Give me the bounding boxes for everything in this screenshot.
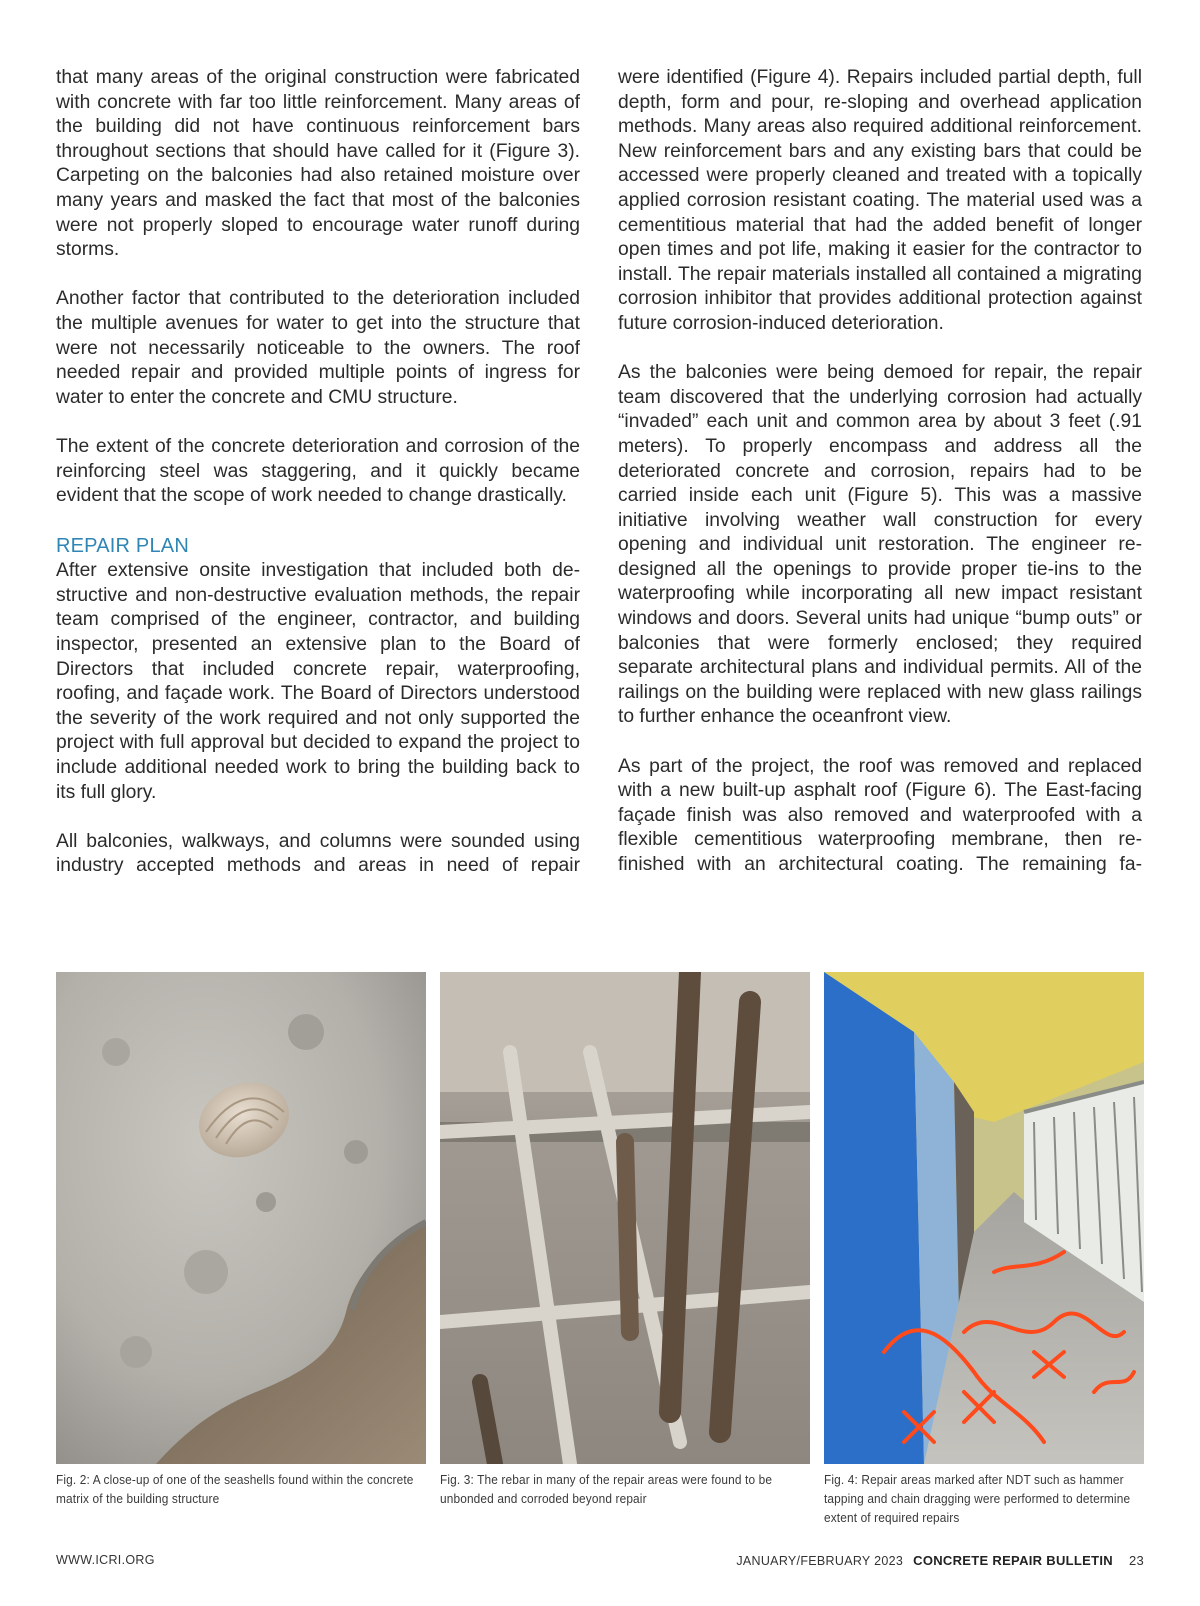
marked-walkway-image (824, 972, 1144, 1464)
body-paragraph: As part of the project, the roof was removed and replaced with a new built-up asphalt roof (Figure 6). The East-facing façade finish was also removed and waterproofed with a flexible cementitious waterproofing membrane, then refinished with an architectural coating. The remaining fa- (618, 755, 1142, 875)
corroded-rebar-image (440, 972, 810, 1464)
body-paragraph: After extensive onsite investigation that included both destructive and non-destructive evaluation methods, the repair team comprised of the engineer, contractor, and building inspector, presented an extensive plan to the Board of Directors that included concrete repair, waterproofing, roofing, and façade work. The Board of Directors understood the severity of the work required and not only supported the project with full approval but decided to expand the project to include additional needed work to bring the building back to its full glory. (56, 560, 580, 803)
footer-issue-date: JANUARY/FEBRUARY 2023 (736, 1554, 904, 1568)
page-number: 23 (1128, 1553, 1144, 1568)
body-paragraph: were identified (Figure 4). Repairs included partial depth, full depth, form and pour, re-sloping and overhead application methods. Many areas also required additional reinforcement. New reinforcement bars and any existing bars that could be accessed were properly cleaned and treated with a topically applied corrosion resistant coating. The material used was a cementitious material that had the added benefit of longer open times and pot life, making it easier for the contractor to install. The repair materials installed all contained a migrating corrosion inhibitor that provides additional protection against future corrosion-induced deterioration. (618, 67, 1142, 334)
figure-2-caption: Fig. 2: A close-up of one of the seashells found within the concrete matrix of the building structure (56, 1472, 414, 1506)
figure-3-caption: Fig. 3: The rebar in many of the repair areas were found to be unbonded and corroded beyond repair (440, 1472, 773, 1506)
footer-publication-title: CONCRETE REPAIR BULLETIN (913, 1553, 1113, 1568)
figure-4-caption: Fig. 4: Repair areas marked after NDT such as hammer tapping and chain dragging were performed to determine extent of required repairs (824, 1472, 1131, 1525)
body-paragraph: As the balconies were being demoed for repair, the repair team discovered that the underlying corrosion had actually “invaded” each unit and common area by about 3 feet (.91 meters). To properly encompass and address all the deteriorated concrete and corrosion, repairs had to be carried inside each unit (Figure 5). This was a massive initiative involving weather wall construction for every opening and individual unit restoration. The engineer redesigned all the openings to provide proper tie-ins to the waterproofing while incorporating all new impact resistant windows and doors. Several units had unique “bump outs” or balconies that were formerly enclosed; they required separate architectural plans and individual permits. All of the railings on the building were replaced with new glass railings to further enhance the oceanfront view. (618, 362, 1142, 728)
body-paragraph: Another factor that contributed to the deterioration included the multiple avenues for water to get into the structure that were not necessarily noticeable to the owners. The roof needed repair and provided multiple points of ingress for water to enter the concrete and CMU structure. (56, 288, 580, 408)
seashell-concrete-image (56, 972, 426, 1464)
footer-publication-info (736, 1553, 1144, 1568)
figure-2-seashell-photo (56, 972, 426, 1464)
body-paragraph: All balconies, walkways, and columns were sounded using industry accepted methods and areas in need of repair (56, 830, 580, 877)
body-paragraph: that many areas of the original construction were fabricated with concrete with far too little reinforcement. Many areas of the building did not have continuous reinforcement bars throughout sections that should have called for it (Figure 3). Carpeting on the balconies had also retained moisture over many years and masked the fact that most of the balconies were not properly sloped to encourage water runoff during storms. (56, 67, 580, 261)
figure-3-rebar-photo (440, 972, 810, 1464)
section-heading: REPAIR PLAN (56, 535, 189, 558)
footer-website: WWW.ICRI.ORG (56, 1553, 155, 1567)
left-column (56, 66, 580, 879)
body-paragraph: The extent of the concrete deterioration and corrosion of the reinforcing steel was staggering, and it quickly became evident that the scope of work needed to change drastically. (56, 435, 580, 507)
figure-4-walkway-photo (824, 972, 1144, 1464)
right-column (618, 66, 1142, 878)
